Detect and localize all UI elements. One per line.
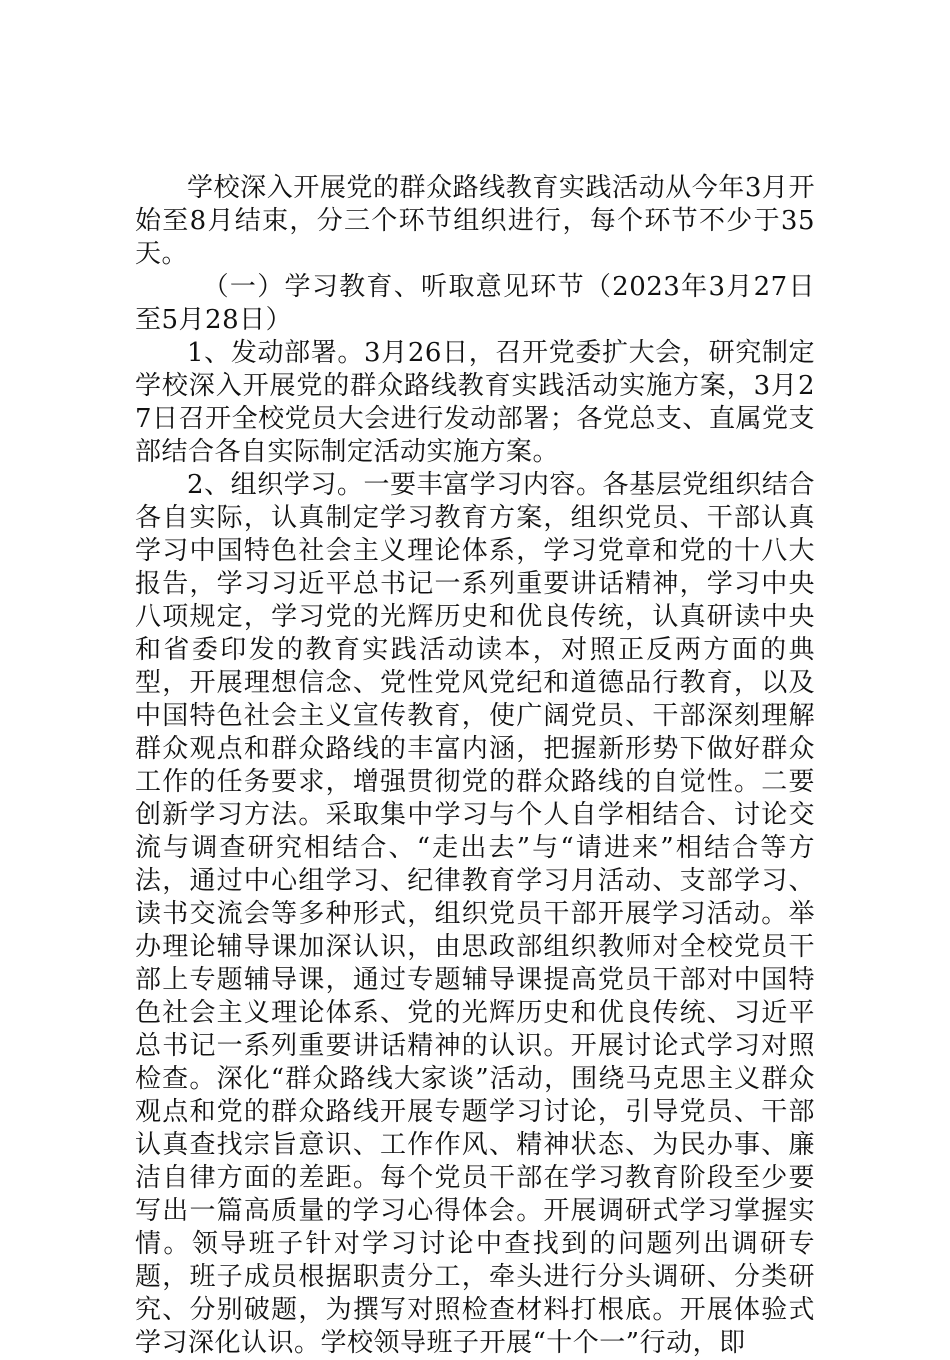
document-body: [135, 172, 815, 1360]
paragraph-organize-study: 2、组织学习。一要丰富学习内容。各基层党组织结合各自实际，认真制定学习教育方案，组织党员、干部认真学习中国特色社会主义理论体系，学习党章和党的十八大报告，学习习近平总书记一系列重要讲话精神，学习中央八项规定，学习党的光辉历史和优良传统，认真研读中央和省委印发的教育实践活动读本，对照正反两方面的典型，开展理想信念、党性党风党纪和道德品行教育，以及中国特色社会主义宣传教育，使广阔党员、干部深刻理解群众观点和群众路线的丰富内涵，把握新形势下做好群众工作的任务要求，增强贯彻党的群众路线的自觉性。二要创新学习方法。采取集中学习与个人自学相结合、讨论交流与调查研究相结合、“走出去”与“请进来”相结合等方法，通过中心组学习、纪律教育学习月活动、支部学习、读书交流会等多种形式，组织党员干部开展学习活动。举办理论辅导课加深认识，由思政部组织教师对全校党员干部上专题辅导课，通过专题辅导课提高党员干部对中国特色社会主义理论体系、党的光辉历史和优良传统、习近平总书记一系列重要讲话精神的认识。开展讨论式学习对照检查。深化“群众路线大家谈”活动，围绕马克思主义群众观点和党的群众路线开展专题学习讨论，引导党员、干部认真查找宗旨意识、工作作风、精神状态、为民办事、廉洁自律方面的差距。每个党员干部在学习教育阶段至少要写出一篇高质量的学习心得体会。开展调研式学习掌握实情。领导班子针对学习讨论中查找到的问题列出调研专题，班子成员根据职责分工，牵头进行分头调研、分类研究、分别破题，为撰写对照检查材料打根底。开展体验式学习深化认识。学校领导班子开展“十个一”行动，即: [135, 470, 815, 1358]
intro-paragraph: 学校深入开展党的群众路线教育实践活动从今年3月开始至8月结束，分三个环节组织进行，每个环节不少于35天。: [135, 173, 815, 269]
section-heading-1: （一）学习教育、听取意见环节（2023年3月27日至5月28日）: [135, 272, 815, 335]
paragraph-mobilization: 1、发动部署。3月26日，召开党委扩大会，研究制定学校深入开展党的群众路线教育实践活动实施方案，3月27日召开全校党员大会进行发动部署；各党总支、直属党支部结合各自实际制定活动实施方案。: [135, 338, 815, 467]
